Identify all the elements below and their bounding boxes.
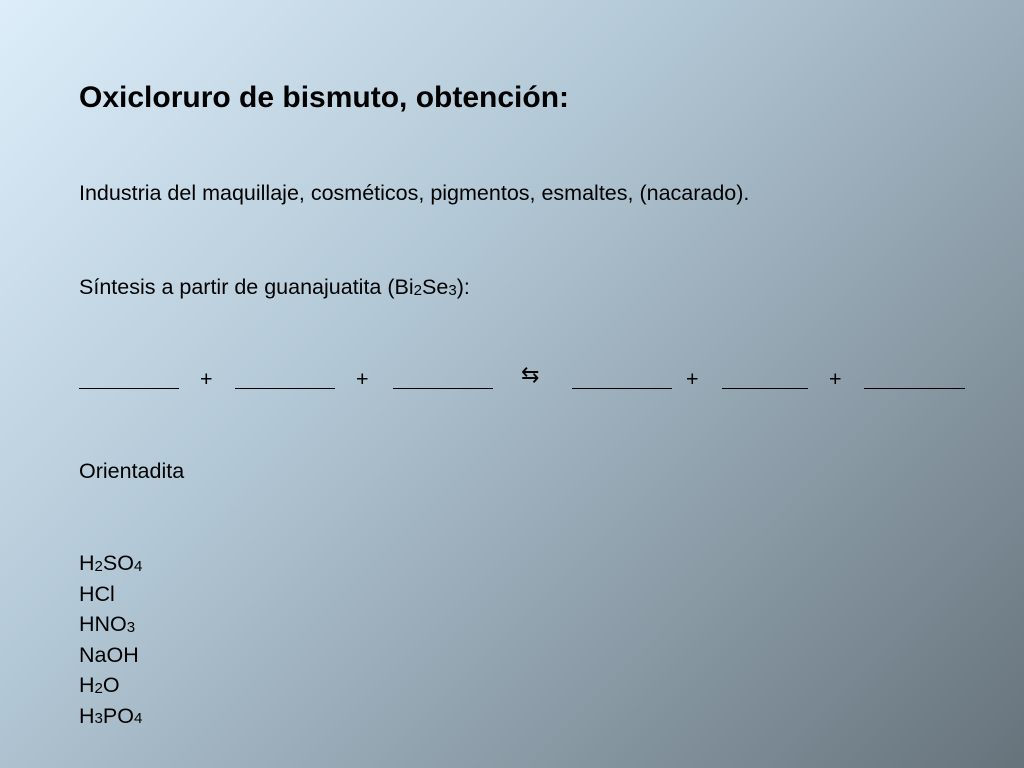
reagent-naoh: NaOH	[79, 642, 139, 667]
reagent-h3po4: $H_3PO_4$	[79, 703, 143, 728]
plus-sign: +	[356, 367, 369, 391]
synthesis-suffix: ):	[456, 275, 470, 299]
reagent-hno3: $HNO_3$	[79, 612, 136, 636]
synthesis-text	[79, 272, 470, 302]
equation	[0, 364, 1024, 398]
synthesis-sub-1: 2	[413, 281, 423, 299]
plus-sign: +	[200, 367, 213, 391]
synthesis-mid: Se	[422, 275, 449, 299]
blank-product-1	[572, 364, 672, 389]
uses-text: Industria del maquillaje, cosméticos, pigmentos, esmaltes, (nacarado).	[79, 181, 750, 205]
blank-product-3	[864, 364, 965, 389]
reagent-h2o: $H_2O$	[79, 673, 120, 697]
synthesis-sub-2: 3	[448, 281, 457, 299]
synthesis-prefix: Síntesis a partir de guanajuatita (Bi	[79, 275, 414, 299]
blank-product-2	[722, 364, 808, 389]
reagent-h2so4: $H_2SO_4$	[79, 551, 143, 575]
blank-reactant-1	[79, 364, 179, 389]
plus-sign: +	[686, 367, 699, 391]
reagent-hcl: HCl	[79, 581, 115, 606]
blank-reactant-3	[393, 364, 493, 389]
blank-reactant-2	[235, 364, 335, 389]
equilibrium-arrow-icon: ⇆	[521, 362, 540, 387]
slide-title: Oxicloruro de bismuto, obtención:	[79, 81, 570, 114]
reagent-list	[79, 548, 142, 731]
plus-sign: +	[829, 367, 842, 391]
hint-text: Orientadita	[79, 459, 185, 483]
